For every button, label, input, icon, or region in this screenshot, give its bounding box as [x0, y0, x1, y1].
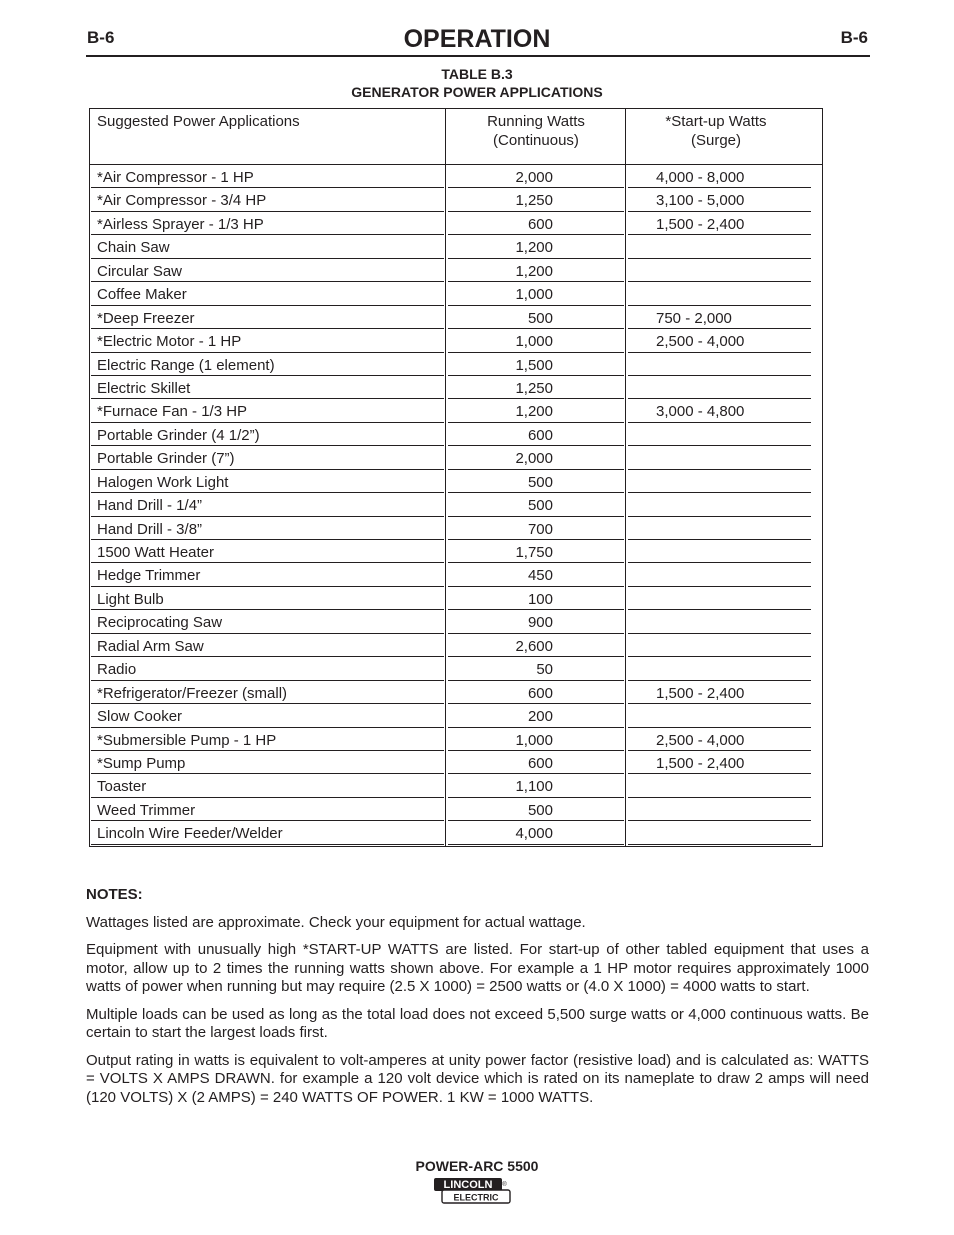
table-row	[90, 400, 822, 423]
cell-startup-watts	[628, 775, 811, 797]
column-header-startup-watts	[627, 112, 805, 150]
cell-application: Light Bulb	[91, 588, 444, 610]
cell-running-watts: 1,200	[448, 400, 624, 422]
table-row	[90, 424, 822, 447]
cell-running-watts: 200	[448, 705, 624, 727]
cell-running-watts: 100	[448, 588, 624, 610]
table-row	[90, 189, 822, 212]
cell-running-watts: 1,100	[448, 775, 624, 797]
column-header-application: Suggested Power Applications	[97, 113, 300, 130]
table-row	[90, 611, 822, 634]
table-row	[90, 213, 822, 236]
cell-startup-watts	[628, 447, 811, 469]
column-header-running-watts	[447, 112, 625, 150]
table-row	[90, 775, 822, 798]
power-applications-table	[89, 108, 823, 847]
table-row	[90, 354, 822, 377]
cell-application: *Refrigerator/Freezer (small)	[91, 682, 444, 704]
startup-watts-label: *Start-up Watts	[665, 113, 767, 130]
cell-startup-watts: 2,500 - 4,000	[628, 330, 811, 352]
table-row	[90, 236, 822, 259]
cell-startup-watts	[628, 236, 811, 258]
cell-running-watts: 1,250	[448, 377, 624, 399]
cell-application: Halogen Work Light	[91, 471, 444, 493]
cell-application: Weed Trimmer	[91, 799, 444, 821]
cell-startup-watts: 4,000 - 8,000	[628, 166, 811, 188]
cell-application: Electric Range (1 element)	[91, 354, 444, 376]
table-row	[90, 494, 822, 517]
cell-running-watts: 600	[448, 682, 624, 704]
page-number-left: B-6	[87, 28, 115, 47]
logo-registered-mark: ®	[502, 1182, 507, 1188]
note-paragraph: Output rating in watts is equivalent to volt-amperes at unity power factor (resistive load) and is calculated as: WATTS = VOLTS X AMPS DRAWN. for example a 120 volt device which is rated on its nameplate to draw 2 amps will need (120 VOLTS) X (2 AMPS) = 240 WATTS OF POWER. 1 KW = 1000 WATTS.	[86, 1051, 869, 1106]
cell-application: Radial Arm Saw	[91, 635, 444, 657]
cell-application: Portable Grinder (4 1/2”)	[91, 424, 444, 446]
cell-running-watts: 500	[448, 494, 624, 516]
cell-application: *Air Compressor - 3/4 HP	[91, 189, 444, 211]
cell-application: *Air Compressor - 1 HP	[91, 166, 444, 188]
cell-startup-watts: 1,500 - 2,400	[628, 682, 811, 704]
cell-startup-watts	[628, 635, 811, 657]
table-row	[90, 729, 822, 752]
cell-application: Slow Cooker	[91, 705, 444, 727]
table-number: TABLE B.3	[441, 66, 513, 82]
cell-startup-watts	[628, 518, 811, 540]
cell-startup-watts	[628, 564, 811, 586]
cell-startup-watts	[628, 541, 811, 563]
cell-startup-watts	[628, 799, 811, 821]
startup-watts-sublabel: (Surge)	[690, 132, 742, 149]
cell-startup-watts	[628, 471, 811, 493]
cell-startup-watts: 1,500 - 2,400	[628, 752, 811, 774]
cell-application: Chain Saw	[91, 236, 444, 258]
cell-application: Hand Drill - 3/8”	[91, 518, 444, 540]
cell-application: 1500 Watt Heater	[91, 541, 444, 563]
notes-heading: NOTES:	[86, 886, 143, 903]
table-row	[90, 635, 822, 658]
cell-application: *Electric Motor - 1 HP	[91, 330, 444, 352]
cell-running-watts: 1,200	[448, 260, 624, 282]
table-row	[90, 330, 822, 353]
table-row	[90, 283, 822, 306]
table-row	[90, 166, 822, 189]
cell-running-watts: 2,600	[448, 635, 624, 657]
cell-startup-watts	[628, 658, 811, 680]
cell-application: Circular Saw	[91, 260, 444, 282]
cell-running-watts: 500	[448, 471, 624, 493]
cell-application: Radio	[91, 658, 444, 680]
cell-application: Hand Drill - 1/4”	[91, 494, 444, 516]
cell-application: Coffee Maker	[91, 283, 444, 305]
note-paragraph: Wattages listed are approximate. Check your equipment for actual wattage.	[86, 913, 586, 931]
table-body	[90, 166, 822, 846]
footer-model-name: POWER-ARC 5500	[415, 1158, 539, 1174]
note-paragraph: Equipment with unusually high *START-UP WATTS are listed. For start-up of other tabled equipment that uses a motor, allow up to 2 times the running watts shown above. For example a 1 HP motor requires approximately 1000 watts of power when running but may require (2.5 X 1000) = 2500 watts or (4.0 X 1000) = 4000 watts to start.	[86, 941, 869, 995]
table-row	[90, 752, 822, 775]
cell-application: *Sump Pump	[91, 752, 444, 774]
cell-application: Lincoln Wire Feeder/Welder	[91, 822, 444, 844]
cell-running-watts: 1,750	[448, 541, 624, 563]
cell-running-watts: 4,000	[448, 822, 624, 844]
cell-startup-watts	[628, 354, 811, 376]
header-rule	[86, 55, 870, 57]
cell-running-watts: 900	[448, 611, 624, 633]
table-row	[90, 541, 822, 564]
table-row	[90, 471, 822, 494]
cell-running-watts: 700	[448, 518, 624, 540]
cell-startup-watts: 1,500 - 2,400	[628, 213, 811, 235]
cell-startup-watts	[628, 283, 811, 305]
table-row	[90, 377, 822, 400]
cell-startup-watts	[628, 494, 811, 516]
cell-application: Hedge Trimmer	[91, 564, 444, 586]
table-header-row	[90, 109, 822, 165]
cell-application: Reciprocating Saw	[91, 611, 444, 633]
running-watts-label: Running Watts	[487, 113, 585, 130]
cell-running-watts: 500	[448, 799, 624, 821]
table-row	[90, 682, 822, 705]
cell-running-watts: 50	[448, 658, 624, 680]
notes-section	[86, 886, 869, 1116]
logo-top-text: LINCOLN	[443, 1179, 493, 1191]
cell-running-watts: 600	[448, 752, 624, 774]
cell-startup-watts: 3,000 - 4,800	[628, 400, 811, 422]
table-title: GENERATOR POWER APPLICATIONS	[351, 84, 603, 100]
cell-running-watts: 2,000	[448, 447, 624, 469]
cell-application: Toaster	[91, 775, 444, 797]
cell-running-watts: 1,000	[448, 330, 624, 352]
cell-application: *Airless Sprayer - 1/3 HP	[91, 213, 444, 235]
cell-startup-watts	[628, 588, 811, 610]
running-watts-sublabel: (Continuous)	[493, 132, 579, 149]
cell-startup-watts	[628, 424, 811, 446]
cell-running-watts: 1,000	[448, 729, 624, 751]
cell-startup-watts	[628, 705, 811, 727]
lincoln-electric-logo	[433, 1177, 511, 1204]
cell-running-watts: 1,000	[448, 283, 624, 305]
table-row	[90, 564, 822, 587]
table-row	[90, 588, 822, 611]
cell-startup-watts: 3,100 - 5,000	[628, 189, 811, 211]
note-paragraph: Multiple loads can be used as long as the total load does not exceed 5,500 surge watts or 4,000 continuous watts. Be certain to start the largest loads first.	[86, 1005, 869, 1041]
cell-running-watts: 2,000	[448, 166, 624, 188]
table-row	[90, 307, 822, 330]
cell-startup-watts	[628, 260, 811, 282]
table-row	[90, 518, 822, 541]
cell-running-watts: 600	[448, 424, 624, 446]
cell-application: Electric Skillet	[91, 377, 444, 399]
table-row	[90, 658, 822, 681]
cell-startup-watts: 750 - 2,000	[628, 307, 811, 329]
cell-running-watts: 1,200	[448, 236, 624, 258]
cell-running-watts: 600	[448, 213, 624, 235]
logo-bottom-text: ELECTRIC	[453, 1192, 499, 1203]
page-title: OPERATION	[403, 25, 551, 53]
table-row	[90, 822, 822, 845]
cell-application: *Furnace Fan - 1/3 HP	[91, 400, 444, 422]
cell-running-watts: 1,250	[448, 189, 624, 211]
cell-running-watts: 500	[448, 307, 624, 329]
cell-startup-watts	[628, 611, 811, 633]
page-number-right: B-6	[840, 28, 868, 47]
table-caption	[0, 65, 954, 101]
cell-running-watts: 450	[448, 564, 624, 586]
table-row	[90, 799, 822, 822]
cell-running-watts: 1,500	[448, 354, 624, 376]
table-row	[90, 447, 822, 470]
cell-application: *Deep Freezer	[91, 307, 444, 329]
cell-startup-watts	[628, 822, 811, 844]
cell-application: *Submersible Pump - 1 HP	[91, 729, 444, 751]
table-row	[90, 260, 822, 283]
cell-startup-watts: 2,500 - 4,000	[628, 729, 811, 751]
cell-startup-watts	[628, 377, 811, 399]
table-row	[90, 705, 822, 728]
cell-application: Portable Grinder (7”)	[91, 447, 444, 469]
